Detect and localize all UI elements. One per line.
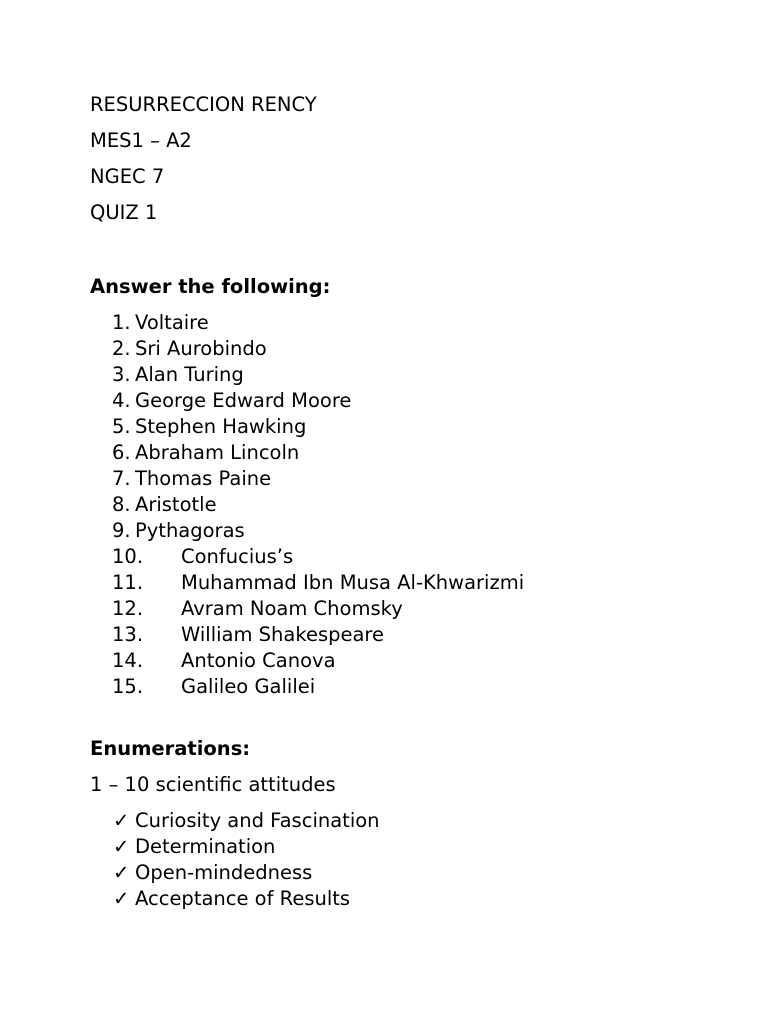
checkmark-icon: ✓ [113,887,130,910]
item-number: 7. [112,467,131,490]
item-text: Thomas Paine [135,467,272,490]
item-number: 9. [112,519,131,542]
class-section: MES1 – A2 [90,129,192,152]
item-text: Acceptance of Results [135,887,351,910]
item-number: 3. [112,363,131,386]
checkmark-icon: ✓ [113,809,130,832]
item-number: 13. [112,623,144,646]
item-text: Aristotle [135,493,217,516]
item-number: 1. [112,311,131,334]
item-text: Galileo Galilei [181,675,316,698]
item-text: Muhammad Ibn Musa Al-Khwarizmi [181,571,525,594]
item-text: Abraham Lincoln [135,441,300,464]
item-text: Stephen Hawking [135,415,307,438]
item-text: Alan Turing [135,363,244,386]
enumeration-section-title: Enumerations: [90,737,251,760]
item-number: 11. [112,571,144,594]
item-number: 6. [112,441,131,464]
course-code: NGEC 7 [90,165,165,188]
item-text: Confucius’s [181,545,294,568]
item-number: 15. [112,675,144,698]
student-name: RESURRECCION RENCY [90,93,317,116]
item-text: Sri Aurobindo [135,337,267,360]
item-text: Curiosity and Fascination [135,809,380,832]
item-text: William Shakespeare [181,623,385,646]
answer-section-title: Answer the following: [90,275,331,298]
item-number: 10. [112,545,144,568]
item-number: 8. [112,493,131,516]
item-text: Pythagoras [135,519,245,542]
item-number: 4. [112,389,131,412]
quiz-title: QUIZ 1 [90,201,158,224]
item-number: 14. [112,649,144,672]
checkmark-icon: ✓ [113,861,130,884]
item-text: Open-mindedness [135,861,313,884]
item-text: George Edward Moore [135,389,352,412]
checkmark-icon: ✓ [113,835,130,858]
item-number: 12. [112,597,144,620]
item-text: Antonio Canova [181,649,336,672]
item-number: 5. [112,415,131,438]
enumeration-subtitle: 1 – 10 scientific attitudes [90,773,336,796]
item-text: Determination [135,835,276,858]
item-text: Voltaire [135,311,209,334]
item-text: Avram Noam Chomsky [181,597,403,620]
item-number: 2. [112,337,131,360]
